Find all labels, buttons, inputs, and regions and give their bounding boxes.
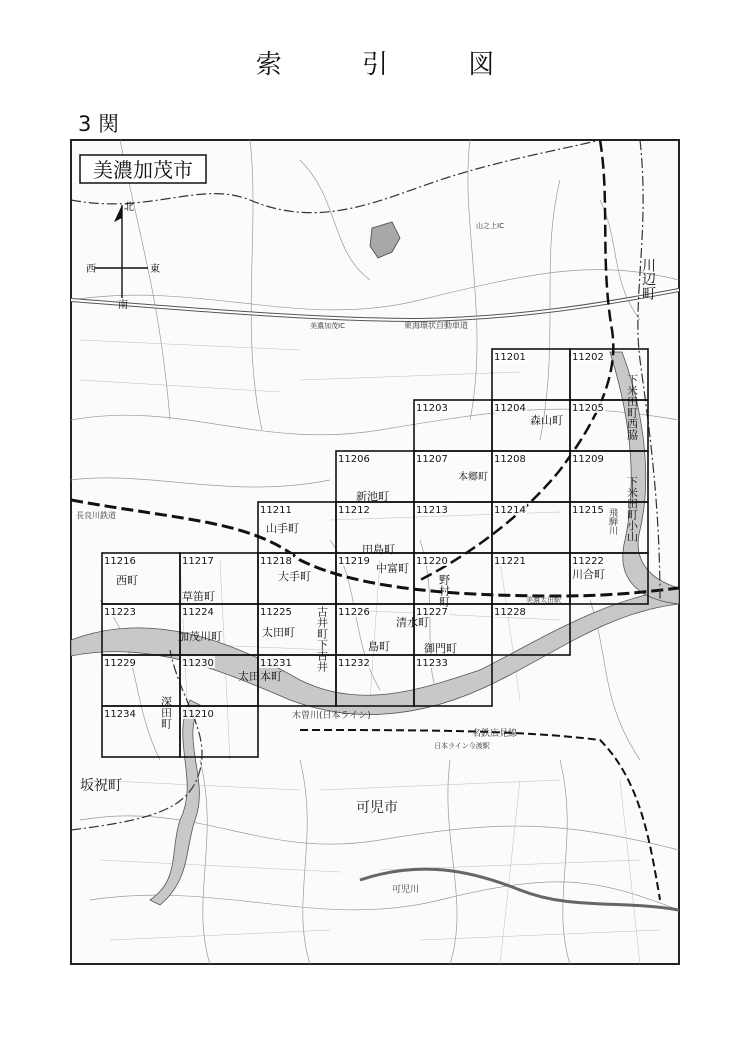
label-kawabe: 川辺町 <box>640 258 656 300</box>
label-ote: 大手町 <box>278 570 311 583</box>
grid-cell-number: 11225 <box>260 607 292 618</box>
label-nihonrain-sta: 日本ライン今渡駅 <box>434 742 490 750</box>
label-kawai: 川合町 <box>572 568 605 581</box>
grid-cell-number: 11202 <box>572 352 604 363</box>
grid-cell-number: 11212 <box>338 505 370 516</box>
label-moriyama: 森山町 <box>530 414 563 427</box>
label-hidagawa: 飛騨川 <box>607 508 617 535</box>
label-kamogawa: 加茂川町 <box>178 630 222 643</box>
compass-west: 西 <box>86 264 96 275</box>
grid-cell-number: 11215 <box>572 505 604 516</box>
label-shimoyoneda-koyama: 下米田町小山 <box>625 476 639 542</box>
grid-cell-number: 11224 <box>182 607 214 618</box>
label-ota: 太田町 <box>262 626 295 639</box>
grid-cell-number: 11204 <box>494 403 526 414</box>
city-label: 美濃加茂市 <box>93 158 193 182</box>
label-honkyo: 本郷町 <box>458 472 488 483</box>
grid-cell-number: 11229 <box>104 658 136 669</box>
grid-cell-number: 11205 <box>572 403 604 414</box>
label-nakatomi: 中富町 <box>376 562 409 575</box>
grid-cell-number: 11216 <box>104 556 136 567</box>
grid-cell-number: 11218 <box>260 556 292 567</box>
label-nomura: 野村町 <box>437 574 451 607</box>
label-shima: 島町 <box>368 640 390 653</box>
grid-cell-number: 11211 <box>260 505 292 516</box>
label-sakahogi: 坂祝町 <box>80 778 122 794</box>
label-furui: 古井町下古井 <box>315 606 329 672</box>
grid-cell-number: 11208 <box>494 454 526 465</box>
label-nishi: 西町 <box>116 574 138 587</box>
label-kanigawa: 可児川 <box>392 885 420 895</box>
label-meitetsu: 名鉄広見線 <box>472 729 518 739</box>
label-yamanoue-ic: 山之上IC <box>476 222 504 230</box>
grid-cell-number: 11209 <box>572 454 604 465</box>
label-kisogawa: 木曽川(日本ライン) <box>292 711 371 721</box>
label-nagaragawa-rail: 長良川鉄道 <box>76 511 116 520</box>
grid-cell-number: 11207 <box>416 454 448 465</box>
compass-east: 東 <box>150 264 160 275</box>
grid-cell-number: 11213 <box>416 505 448 516</box>
grid-cell-number: 11203 <box>416 403 448 414</box>
label-shimizu: 清水町 <box>396 616 429 629</box>
label-kusabue: 草笛町 <box>182 590 215 603</box>
label-fukada: 深田町 <box>159 696 173 729</box>
grid-cell-number: 11227 <box>416 607 448 618</box>
grid-cell-number: 11214 <box>494 505 526 516</box>
grid-cell-number: 11206 <box>338 454 370 465</box>
section-label: 3 関 <box>78 112 120 136</box>
grid-cell-number: 11233 <box>416 658 448 669</box>
label-minokamo-ic: 美濃加茂IC <box>310 322 345 330</box>
grid-cell-number: 11234 <box>104 709 136 720</box>
label-tokai-kanjo: 東海環状自動車道 <box>404 321 468 330</box>
grid-cell-number: 11210 <box>182 709 214 720</box>
label-tajima: 田島町 <box>362 543 395 556</box>
grid-cell-number: 11221 <box>494 556 526 567</box>
compass-south: 南 <box>118 300 128 311</box>
label-yamate: 山手町 <box>266 522 299 535</box>
label-ota-hon: 太田本町 <box>238 670 282 683</box>
page-title: 索 引 図 <box>255 50 531 80</box>
grid-cell-number: 11230 <box>182 658 214 669</box>
grid-cell-number: 11232 <box>338 658 370 669</box>
grid-cell-number: 11220 <box>416 556 448 567</box>
grid-cell-number: 11223 <box>104 607 136 618</box>
compass-north: 北 <box>124 202 134 213</box>
label-gomon: 御門町 <box>424 642 457 655</box>
grid-cell-number: 11231 <box>260 658 292 669</box>
label-kani: 可児市 <box>356 800 398 816</box>
label-shimoyoneda-nishiwaki: 下米田町西脇 <box>625 374 639 440</box>
grid-cell-number: 11222 <box>572 556 604 567</box>
grid-cell-number: 11219 <box>338 556 370 567</box>
label-minoota-sta: 美濃太田駅 <box>526 596 561 604</box>
label-shinike: 新池町 <box>356 490 389 503</box>
grid-cell-number: 11228 <box>494 607 526 618</box>
grid-cell-number: 11201 <box>494 352 526 363</box>
grid-cell-number: 11226 <box>338 607 370 618</box>
grid-cell-number: 11217 <box>182 556 214 567</box>
